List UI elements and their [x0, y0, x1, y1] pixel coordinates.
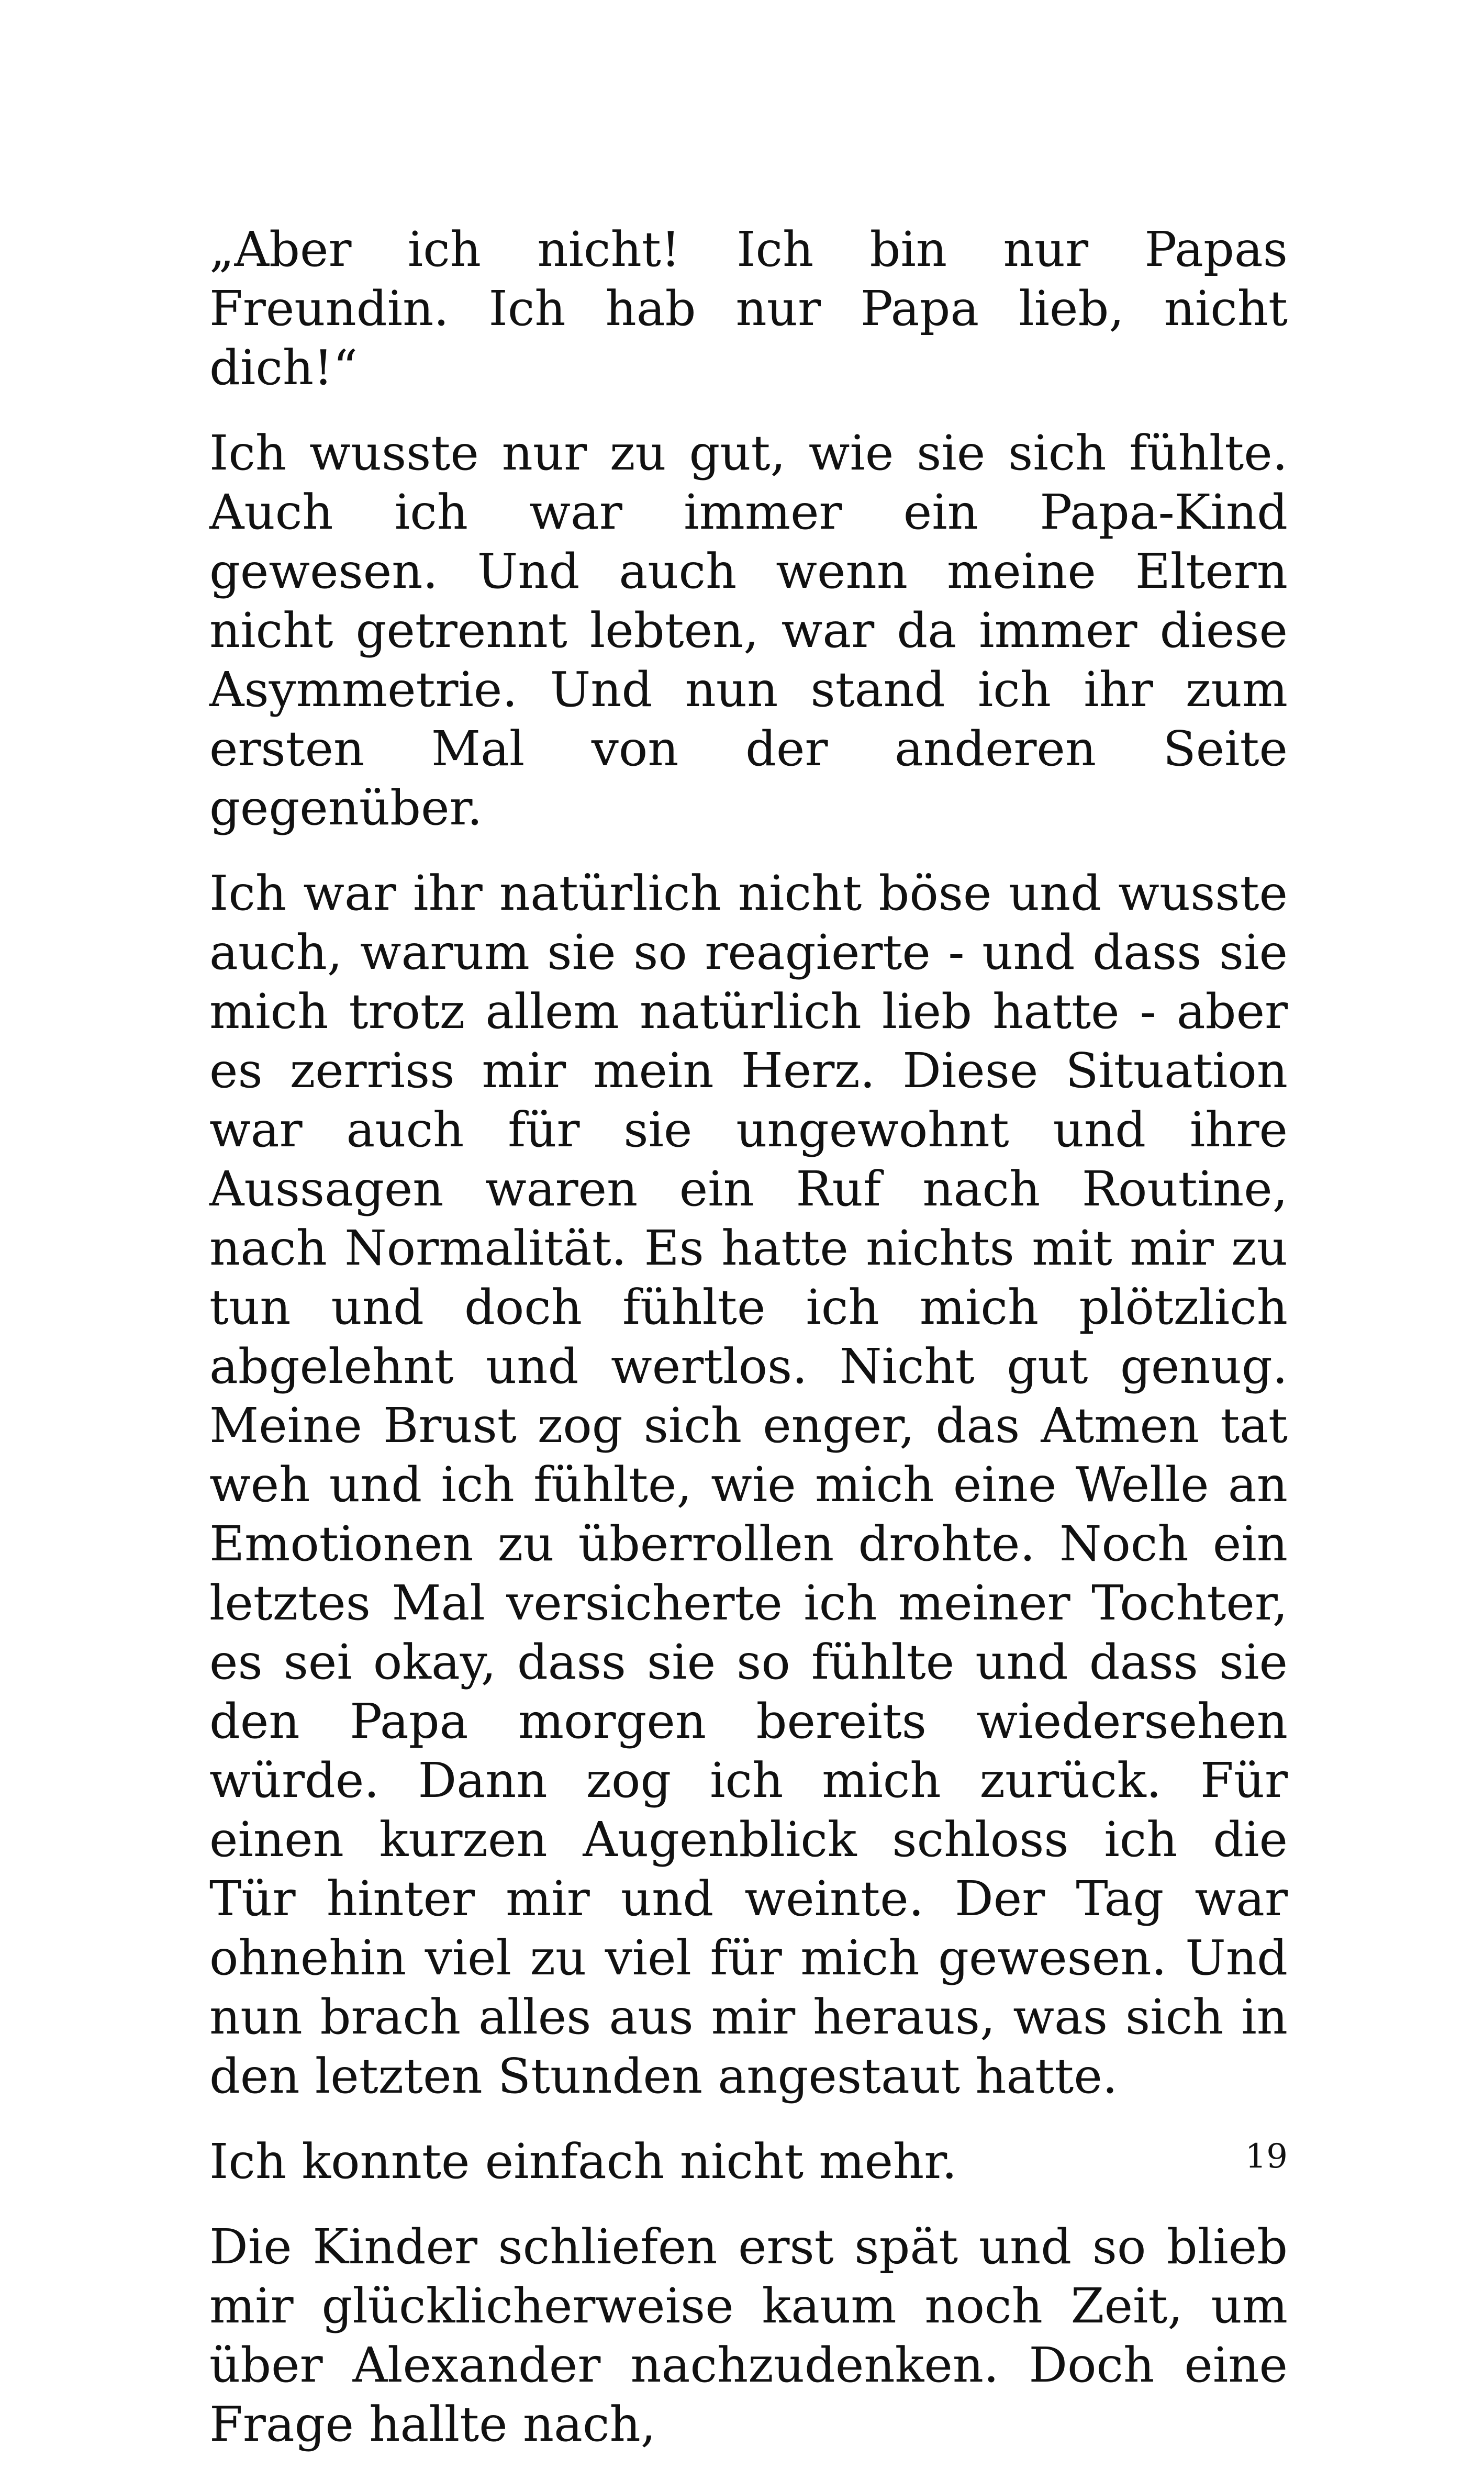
paragraph-3: Ich war ihr natürlich nicht böse und wusste auch, warum sie so reagierte - und dass sie mich trotz allem natürlich lieb hatte - aber es zerriss mir mein Herz. Diese Situation war auch für sie ungewohnt und ihre Aussagen waren ein Ruf nach Routine, nach Normalität. Es hatte nichts mit mir zu tun und doch fühlte ich mich plötzlich abgelehnt und wertlos. Nicht gut genug. Meine Brust zog sich enger, das Atmen tat weh und ich fühlte, wie mich eine Welle an Emotionen zu überrollen drohte. Noch ein letztes Mal versicherte ich meiner Tochter, es sei okay, dass sie so fühlte und dass sie den Papa morgen bereits wiedersehen würde. Dann zog ich mich zurück. Für einen kurzen Augenblick schloss ich die Tür hinter mir und weinte. Der Tag war ohnehin viel zu viel für mich gewesen. Und nun brach alles aus mir heraus, was sich in den letzten Stunden angestaut hatte. [209, 865, 1288, 2104]
paragraph-5: Die Kinder schliefen erst spät und so blieb mir glücklicherweise kaum noch Zeit, um über Alexander nachzudenken. Doch eine Frage hallte nach, [209, 2219, 1288, 2452]
paragraph-4: Ich konnte einfach nicht mehr. [209, 2133, 957, 2189]
paragraph-1: „Aber ich nicht! Ich bin nur Papas Freundin. Ich hab nur Papa lieb, nicht dich!“ [209, 221, 1288, 396]
paragraph-2: Ich wusste nur zu gut, wie sie sich fühlte. Auch ich war immer ein Papa-Kind gewesen. Und auch wenn meine Eltern nicht getrennt lebten, war da immer diese Asymmetrie. Und nun stand ich ihr zum ersten Mal von der anderen Seite gegenüber. [209, 425, 1288, 836]
page-number: 19 [1245, 2137, 1288, 2176]
body-text [209, 220, 1288, 2480]
